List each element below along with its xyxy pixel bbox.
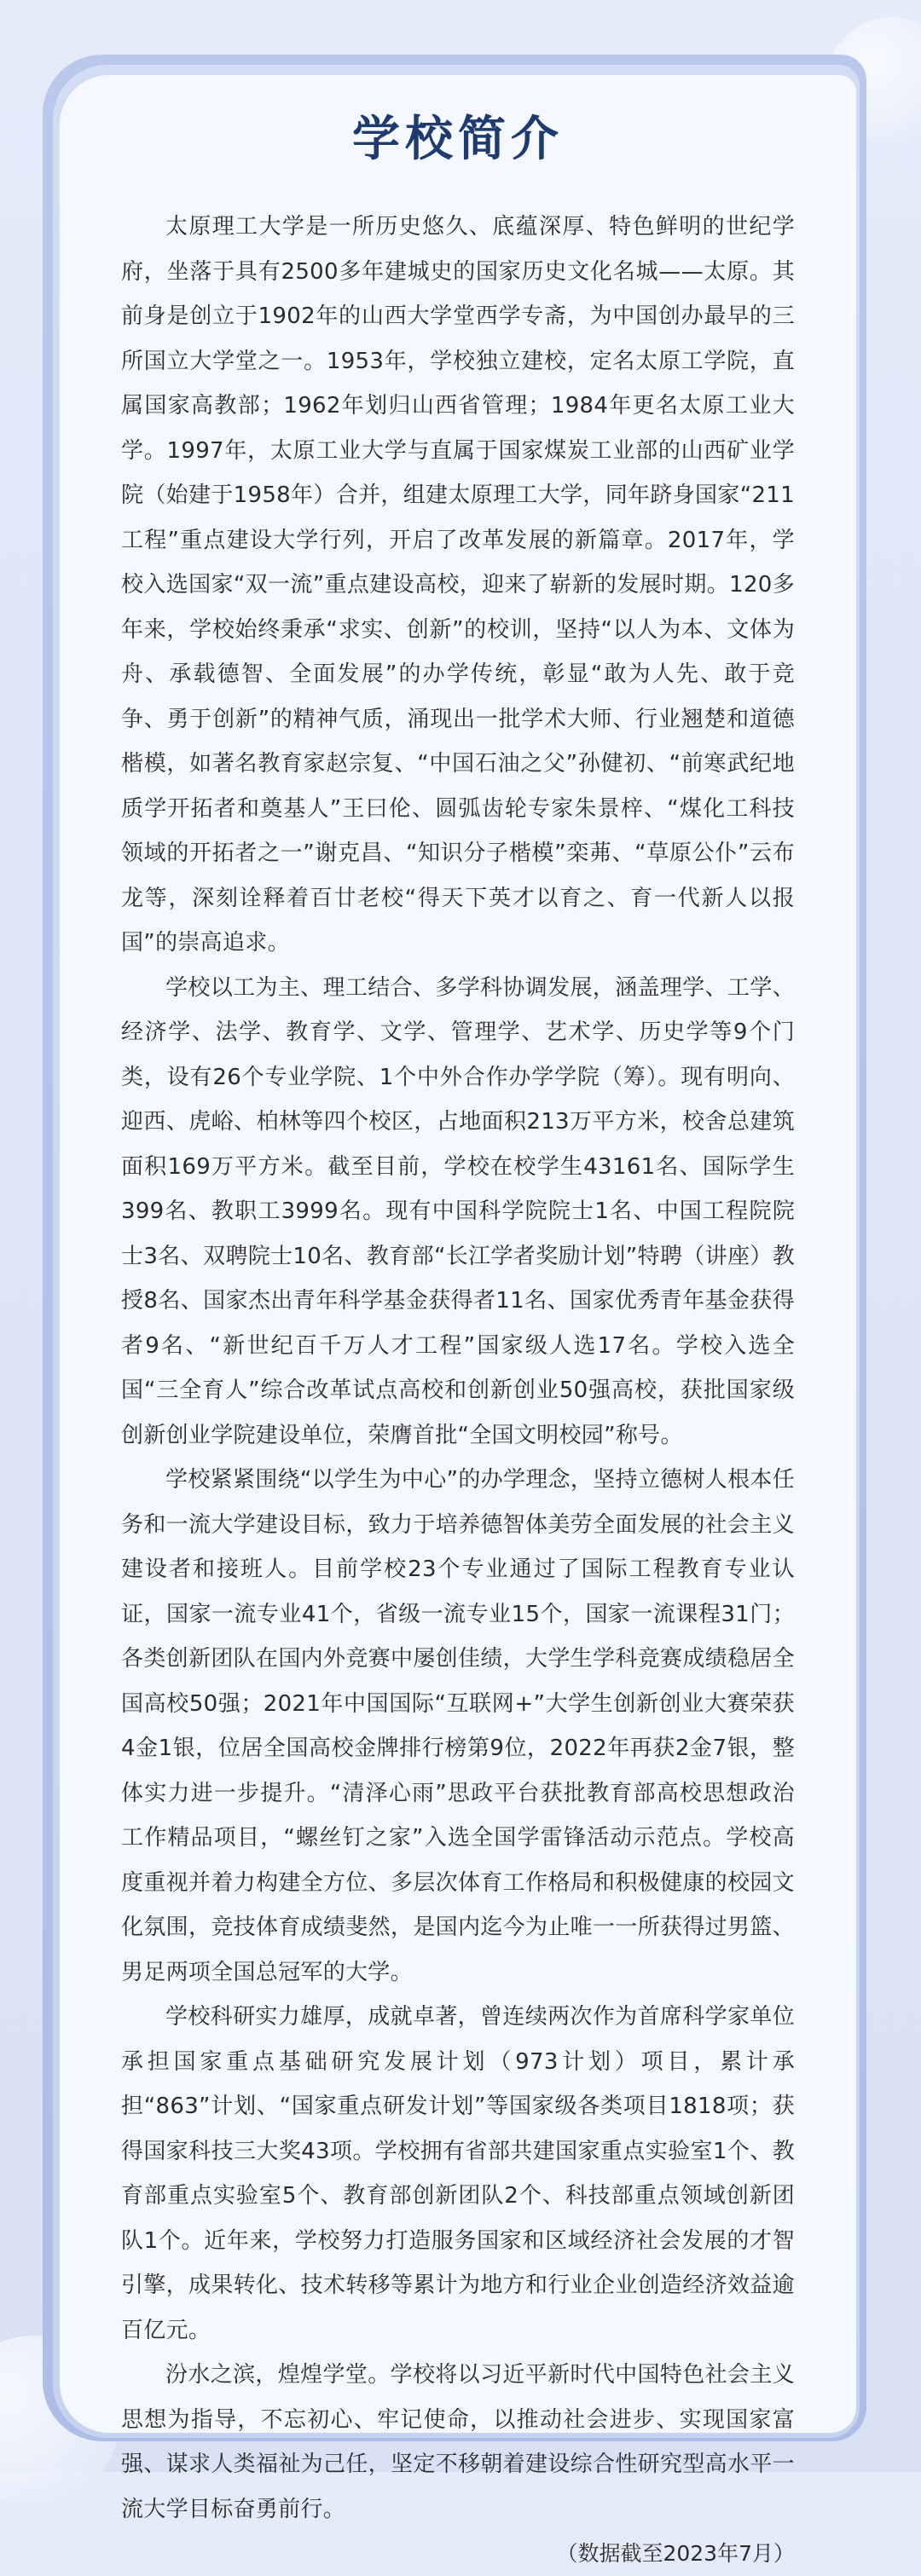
page-title: 学校简介 [352, 112, 564, 167]
intro-paragraph-education: 学校紧紧围绕“以学生为中心”的办学理念，坚持立德树人根本任务和一流大学建设目标，致力于培养德智体美劳全面发展的社会主义建设者和接班人。目前学校23个专业通过了国际工程教育专业认证，国家一流专业41个，省级一流专业15个，国家一流课程31门；各类创新团队在国内外竞赛中屡创佳绩，大学生学科竞赛成绩稳居全国高校50强；2021年中国国际“互联网+”大学生创新创业大赛荣获4金1银，位居全国高校金牌排行榜第9位，2022年再获2金7银，整体实力进一步提升。“清泽心雨”思政平台获批教育部高校思想政治工作精品项目，“螺丝钉之家”入选全国学雷锋活动示范点。学校高度重视并着力构建全方位、多层次体育工作格局和积极健康的校园文化氛围，竞技体育成绩斐然，是国内迄今为止唯一一所获得过男篮、男足两项全国总冠军的大学。 [121, 1467, 795, 1985]
intro-paragraph-research: 学校科研实力雄厚，成就卓著，曾连续两次作为首席科学家单位承担国家重点基础研究发展计划（973计划）项目，累计承担“863”计划、“国家重点研发计划”等国家级各类项目1818项；获得国家科技三大奖43项。学校拥有省部共建国家重点实验室1个、教育部重点实验室5个、教育部创新团队2个、科技部重点领域创新团队1个。近年来，学校努力打造服务国家和区域经济社会发展的才智引擎，成果转化、技术转移等累计为地方和行业企业创造经济效益逾百亿元。 [121, 2004, 795, 2343]
data-date-note: （数据截至2023年7月） [556, 2541, 795, 2566]
intro-paragraph-history: 太原理工大学是一所历史悠久、底蕴深厚、特色鲜明的世纪学府，坐落于具有2500多年建城史的国家历史文化名城——太原。其前身是创立于1902年的山西大学堂西学专斋，为中国创办最早的三所国立大学堂之一。1953年，学校独立建校，定名太原工学院，直属国家高教部；1962年划归山西省管理；1984年更名太原工业大学。1997年，太原工业大学与直属于国家煤炭工业部的山西矿业学院（始建于1958年）合并，组建太原理工大学，同年跻身国家“211工程”重点建设大学行列，开启了改革发展的新篇章。2017年，学校入选国家“双一流”重点建设高校，迎来了崭新的发展时期。120多年来，学校始终秉承“求实、创新”的校训，坚持“以人为本、文体为舟、承载德智、全面发展”的办学传统，彰显“敢为人先、敢于竞争、勇于创新”的精神气质，涌现出一批学术大师、行业翘楚和道德楷模，如著名教育家赵宗复、“中国石油之父”孙健初、“前寒武纪地质学开拓者和奠基人”王曰伦、圆弧齿轮专家朱景梓、“煤化工科技领域的开拓者之一”谢克昌、“知识分子楷模”栾茀、“草原公仆”云布龙等，深刻诠释着百廿老校“得天下英才以育之、育一代新人以报国”的崇高追求。 [121, 214, 795, 956]
intro-paragraph-vision: 汾水之滨，煌煌学堂。学校将以习近平新时代中国特色社会主义思想为指导，不忘初心、牢记使命，以推动社会进步、实现国家富强、谋求人类福祉为己任，坚定不移朝着建设综合性研究型高水平一流大学目标奋勇前行。 [121, 2362, 795, 2522]
intro-card [60, 75, 856, 2566]
intro-paragraph-scale: 学校以工为主、理工结合、多学科协调发展，涵盖理学、工学、经济学、法学、教育学、文学、管理学、艺术学、历史学等9个门类，设有26个专业学院、1个中外合作办学学院（筹）。现有明向、迎西、虎峪、柏林等四个校区，占地面积213万平方米，校舍总建筑面积169万平方米。截至目前，学校在校学生43161名、国际学生399名、教职工3999名。现有中国科学院院士1名、中国工程院院士3名、双聘院士10名、教育部“长江学者奖励计划”特聘（讲座）教授8名、国家杰出青年科学基金获得者11名、国家优秀青年基金获得者9名、“新世纪百千万人才工程”国家级人选17名。学校入选全国“三全育人”综合改革试点高校和创新创业50强高校，获批国家级创新创业学院建设单位，荣膺首批“全国文明校园”称号。 [121, 974, 795, 1448]
